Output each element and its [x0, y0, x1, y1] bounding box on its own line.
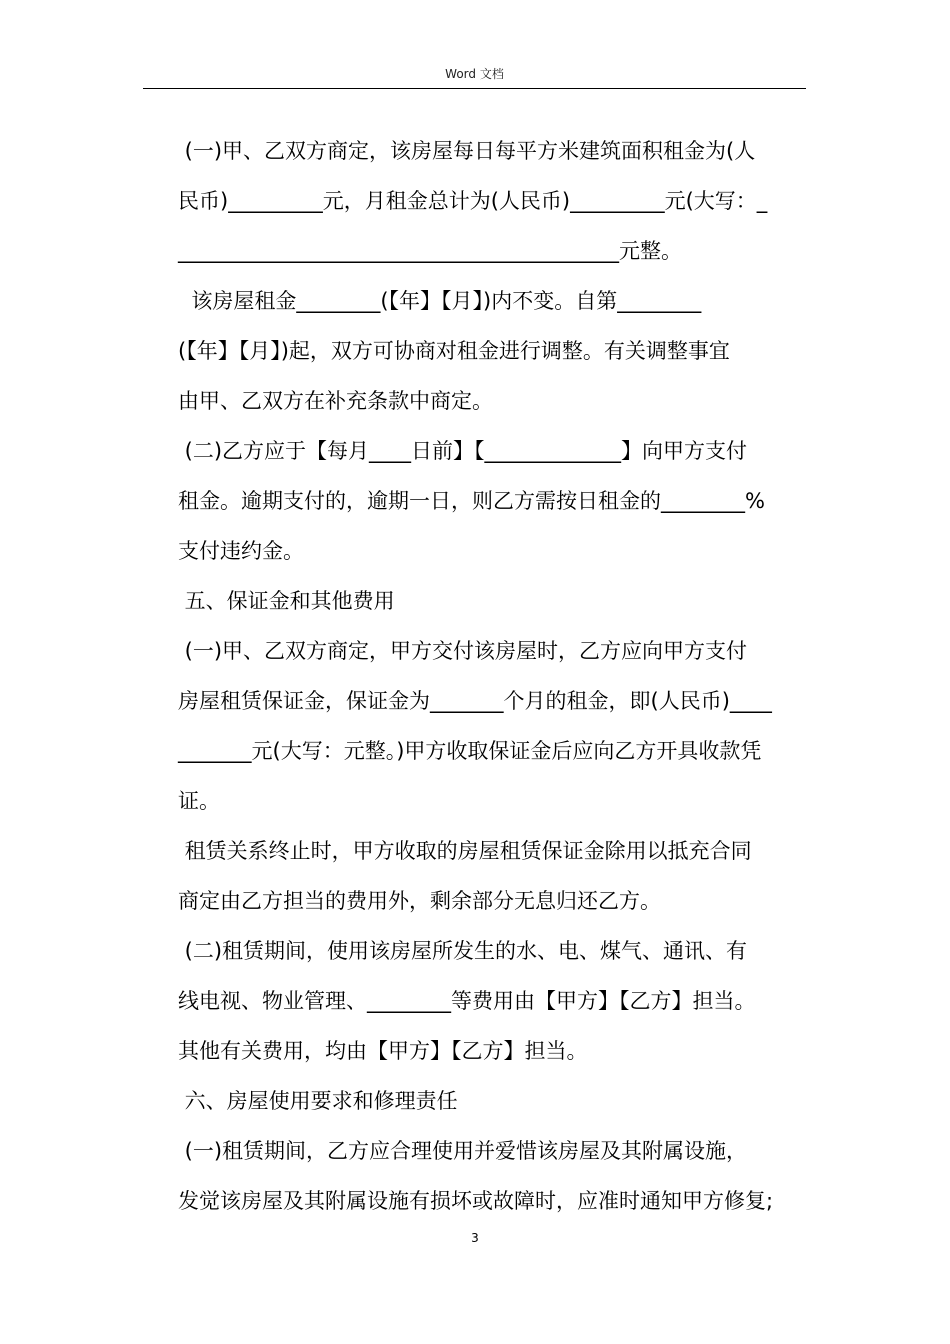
text-line: 商定由乙方担当的费用外，剩余部分无息归还乙方。: [178, 889, 661, 913]
header-title: Word 文档: [445, 67, 504, 81]
text-line: (【年】【月】)起，双方可协商对租金进行调整。有关调整事宜: [178, 339, 730, 363]
text-line: (一)甲、乙双方商定，甲方交付该房屋时，乙方应向甲方支付: [178, 639, 748, 663]
text-line: 租赁关系终止时，甲方收取的房屋租赁保证金除用以抵充合同: [178, 839, 752, 863]
section-heading: 六、房屋使用要求和修理责任: [178, 1089, 458, 1113]
text-line: 该房屋租金________(【年】【月】)内不变。自第________: [178, 289, 702, 313]
text-line: 发觉该房屋及其附属设施有损坏或故障时，应准时通知甲方修复;: [178, 1189, 774, 1213]
page-number: 3: [471, 1231, 479, 1245]
text-line: 房屋租赁保证金，保证金为_______个月的租金，即(人民币)____: [178, 689, 772, 713]
page-header: [143, 66, 806, 89]
text-line: (一)甲、乙双方商定，该房屋每日每平方米建筑面积租金为(人: [178, 139, 756, 163]
text-line: 由甲、乙双方在补充条款中商定。: [178, 389, 493, 413]
text-line: 租金。逾期支付的，逾期一日，则乙方需按日租金的________%: [178, 489, 765, 513]
text-line: (二)乙方应于【每月____日前】【_____________】向甲方支付: [178, 439, 748, 463]
text-line: _______元(大写：元整。)甲方收取保证金后应向乙方开具收款凭: [178, 739, 762, 763]
text-line: (二)租赁期间，使用该房屋所发生的水、电、煤气、通讯、有: [178, 939, 748, 963]
text-line: __________________________________________元整。: [178, 239, 682, 263]
text-line: 线电视、物业管理、________等费用由【甲方】【乙方】担当。: [178, 989, 756, 1013]
text-line: 民币)_________元，月租金总计为(人民币)_________元(大写：_: [178, 189, 768, 213]
section-heading: 五、保证金和其他费用: [178, 589, 395, 613]
document-body: [178, 126, 813, 1226]
text-line: 其他有关费用，均由【甲方】【乙方】担当。: [178, 1039, 588, 1063]
text-line: 支付违约金。: [178, 539, 304, 563]
text-line: (一)租赁期间，乙方应合理使用并爱惜该房屋及其附属设施，: [178, 1139, 748, 1163]
text-line: 证。: [178, 789, 220, 813]
